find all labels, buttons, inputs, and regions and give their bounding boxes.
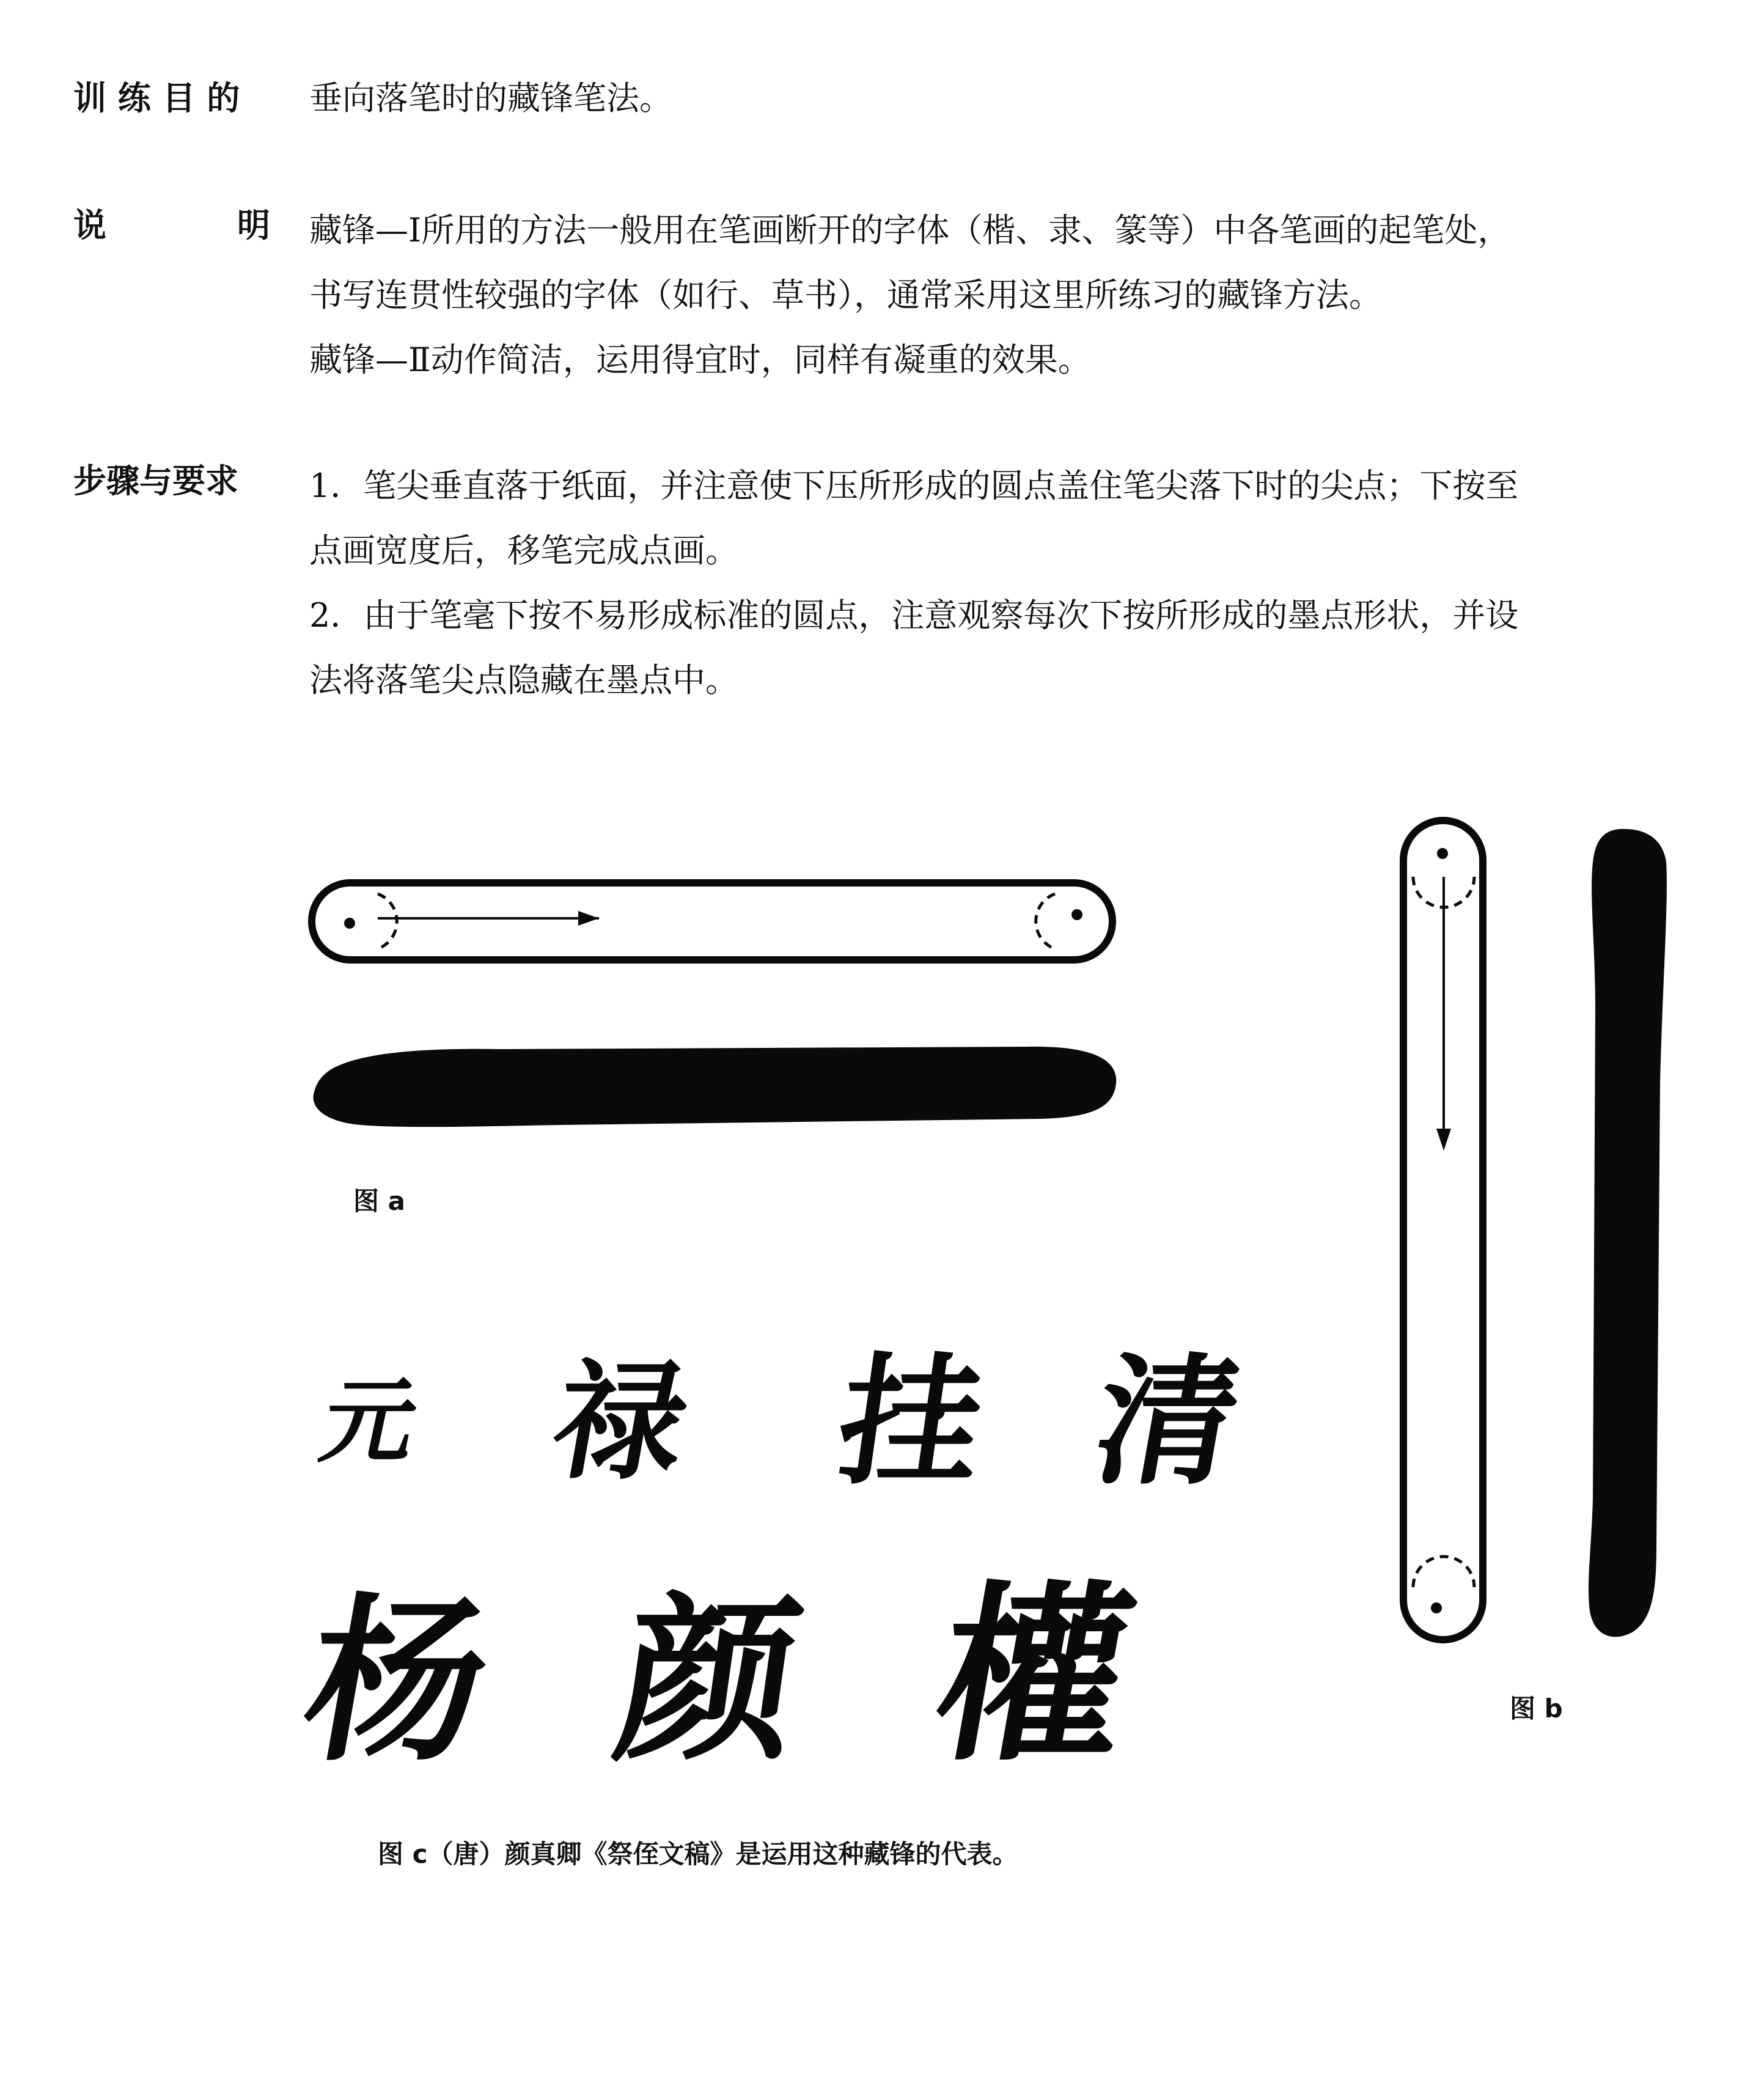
steps-line-1: 1．笔尖垂直落于纸面，并注意使下压所形成的圆点盖住笔尖落下时的尖点；下按至 (309, 466, 1519, 505)
figure-b-caption: 图 b (1510, 1694, 1563, 1724)
purpose-label: 训 练 目 的 (73, 79, 240, 117)
steps-line-3: 2．由于笔毫下按不易形成标准的圆点，注意观察每次下按所形成的墨点形状，并设 (309, 596, 1519, 635)
callig-char: 元 (312, 1368, 427, 1475)
explanation-line-1: 藏锋—Ⅰ所用的方法一般用在笔画断开的字体（楷、隶、篆等）中各笔画的起笔处， (309, 211, 1511, 249)
steps-line-2: 点画宽度后，移笔完成点画。 (309, 531, 738, 570)
callig-char: 權 (918, 1564, 1148, 1786)
explanation-label-left: 说 (73, 206, 106, 245)
callig-char: 清 (1082, 1339, 1252, 1504)
callig-char: 挂 (829, 1339, 993, 1504)
explanation-label-right: 明 (237, 206, 270, 245)
explanation-line-2: 书写连贯性较强的字体（如行、草书），通常采用这里所练习的藏锋方法。 (309, 276, 1382, 314)
callig-char: 颜 (606, 1577, 812, 1785)
steps-line-4: 法将落笔尖点隐藏在墨点中。 (309, 661, 738, 699)
figure-c-caption: 图 c（唐）颜真卿《祭侄文稿》是运用这种藏锋的代表。 (378, 1839, 1018, 1869)
explanation-line-3: 藏锋—Ⅱ动作简洁，运用得宜时，同样有凝重的效果。 (309, 341, 1091, 379)
purpose-text: 垂向落笔时的藏锋笔法。 (309, 79, 672, 117)
callig-char: 杨 (290, 1577, 504, 1785)
steps-label: 步骤与要求 (73, 462, 238, 500)
callig-char: 禄 (543, 1346, 698, 1497)
figure-a-caption: 图 a (353, 1186, 405, 1216)
